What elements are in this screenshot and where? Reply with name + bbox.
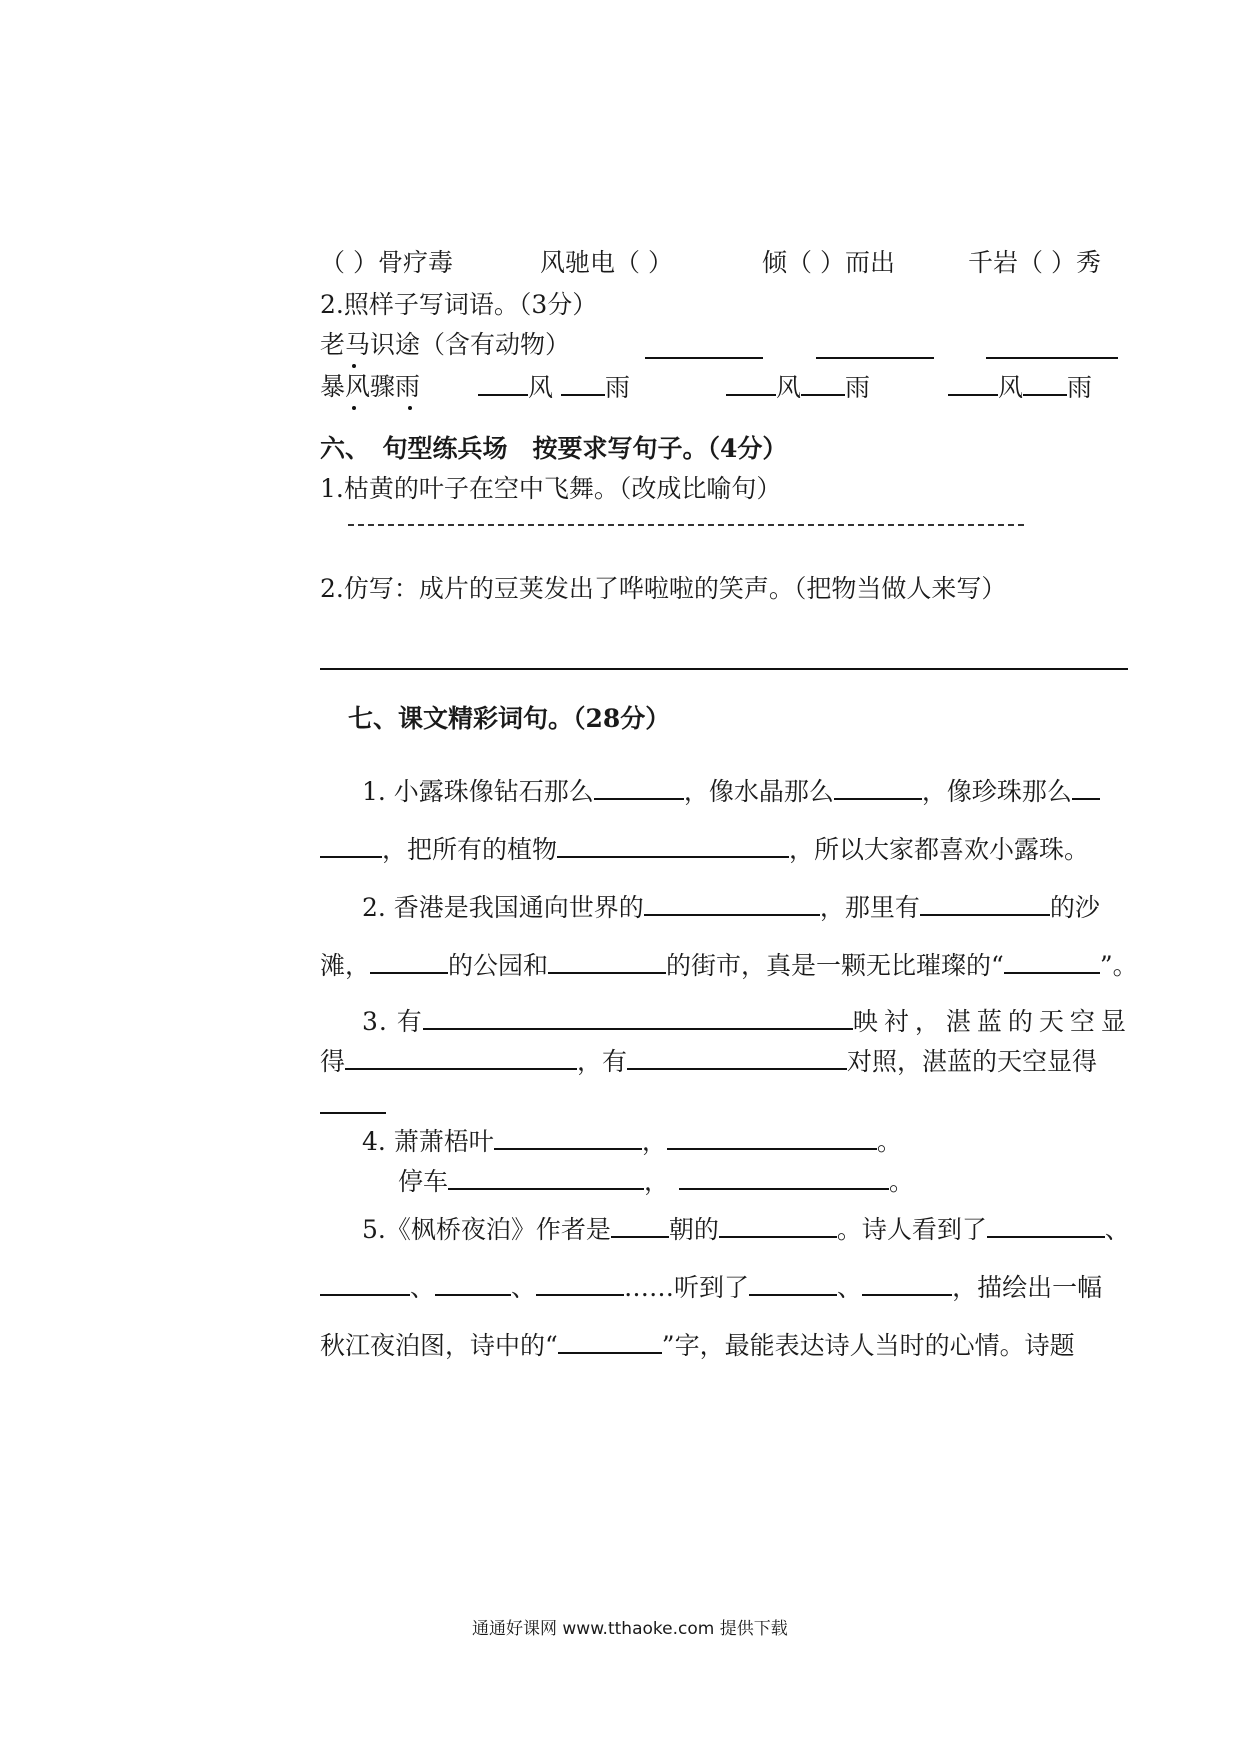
wind-rain-group-1 [478, 370, 630, 405]
answer-blank[interactable] [478, 370, 528, 396]
answer-blank[interactable] [536, 1270, 624, 1296]
answer-blank[interactable] [594, 774, 684, 800]
answer-blank[interactable] [370, 948, 448, 974]
footer-source: 通通好课网 www.tthaoke.com 提供下载 [472, 1619, 788, 1639]
rain-char: 雨 [1067, 373, 1093, 402]
answer-blank[interactable] [749, 1270, 837, 1296]
answer-blank[interactable] [1004, 948, 1100, 974]
answer-blank[interactable] [435, 1270, 511, 1296]
answer-blank[interactable] [1072, 774, 1100, 800]
answer-blank[interactable] [948, 370, 998, 396]
sec7-q1-line1: 1. 小露珠像钻石那么 ，像水晶那么 ，像珍珠那么 [362, 774, 1100, 809]
sec7-q2-line2: 滩， 的公园和 的街市，真是一颗无比璀璨的“ ”。 [320, 948, 1138, 983]
section-seven-title: 七、课文精彩词句。（28分） [348, 704, 671, 733]
answer-blank[interactable] [320, 832, 382, 858]
answer-blank[interactable] [667, 1124, 877, 1150]
rain-char: 雨 [845, 373, 871, 402]
emphasis-dot [352, 406, 356, 410]
answer-blank[interactable] [557, 832, 789, 858]
answer-line[interactable] [816, 357, 934, 359]
answer-blank[interactable] [423, 1004, 853, 1030]
emphasis-dot [352, 364, 356, 368]
sec7-q1-line2: ，把所有的植物 ，所以大家都喜欢小露珠。 [320, 832, 1089, 867]
answer-blank[interactable] [494, 1124, 642, 1150]
sec6-question-1: 1.枯黄的叶子在空中飞舞。（改成比喻句） [320, 474, 782, 503]
section-six-title: 六、 句型练兵场 按要求写句子。（4分） [320, 434, 788, 463]
wind-char: 风 [776, 373, 802, 402]
answer-blank[interactable] [920, 890, 1050, 916]
answer-blank[interactable] [561, 370, 605, 396]
answer-line[interactable] [645, 357, 763, 359]
rain-char: 雨 [604, 373, 630, 402]
answer-blank[interactable] [862, 1270, 952, 1296]
idiom-gua-gu: （ ）骨疗毒 [320, 248, 453, 277]
wind-rain-group-2 [726, 370, 870, 405]
idiom-qing-chu: 倾（ ）而出 [762, 248, 895, 277]
answer-blank[interactable] [448, 1164, 644, 1190]
idiom-qian-yan: 千岩（ ）秀 [968, 248, 1101, 277]
answer-line[interactable] [320, 668, 1128, 670]
answer-blank[interactable] [726, 370, 776, 396]
answer-blank[interactable] [558, 1328, 662, 1354]
idiom-feng-chi: 风驰电（ ） [540, 248, 673, 277]
answer-line[interactable] [986, 357, 1118, 359]
sec6-question-2: 2.仿写：成片的豆荚发出了哗啦啦的笑声。（把物当做人来写） [320, 574, 1007, 603]
sec7-q3-line2: 得 ，有 对照，湛蓝的天空显得 [320, 1044, 1097, 1079]
emphasis-dot [408, 406, 412, 410]
wind-char: 风 [528, 373, 554, 402]
sec7-q4-line2: 停车 ， 。 [398, 1164, 914, 1199]
sec7-q2-line1: 2. 香港是我国通向世界的 ，那里有 的沙 [362, 890, 1100, 925]
answer-blank[interactable] [801, 370, 845, 396]
answer-blank[interactable] [834, 774, 922, 800]
wind-char: 风 [998, 373, 1024, 402]
answer-blank[interactable] [611, 1212, 669, 1238]
sec7-q3-line1: 3. 有 映衬，湛蓝的天空显 [362, 1004, 1132, 1039]
answer-blank[interactable] [719, 1212, 837, 1238]
sec7-q5-line2: 、 、 ……听到了 、 ，描绘出一幅 [320, 1270, 1102, 1305]
answer-line[interactable] [348, 524, 1024, 526]
answer-blank[interactable] [320, 1270, 410, 1296]
answer-blank[interactable] [1023, 370, 1067, 396]
wind-rain-group-3 [948, 370, 1092, 405]
q2-example-animal: 老马识途（含有动物） [320, 330, 571, 359]
answer-line[interactable] [320, 1112, 386, 1114]
sec7-q5-line3: 秋江夜泊图，诗中的“ ”字，最能表达诗人当时的心情。诗题 [320, 1328, 1075, 1363]
answer-blank[interactable] [987, 1212, 1105, 1238]
sec7-q4-line1: 4. 萧萧梧叶 ， 。 [362, 1124, 902, 1159]
answer-blank[interactable] [679, 1164, 889, 1190]
sec7-q5-line1: 5.《枫桥夜泊》作者是 朝的 。诗人看到了 、 [362, 1212, 1130, 1247]
q2-title: 2.照样子写词语。（3分） [320, 290, 598, 319]
q2-example-wind-rain: 暴风骤雨 [320, 372, 421, 401]
answer-blank[interactable] [548, 948, 666, 974]
answer-blank[interactable] [345, 1044, 577, 1070]
answer-blank[interactable] [627, 1044, 847, 1070]
answer-blank[interactable] [644, 890, 820, 916]
